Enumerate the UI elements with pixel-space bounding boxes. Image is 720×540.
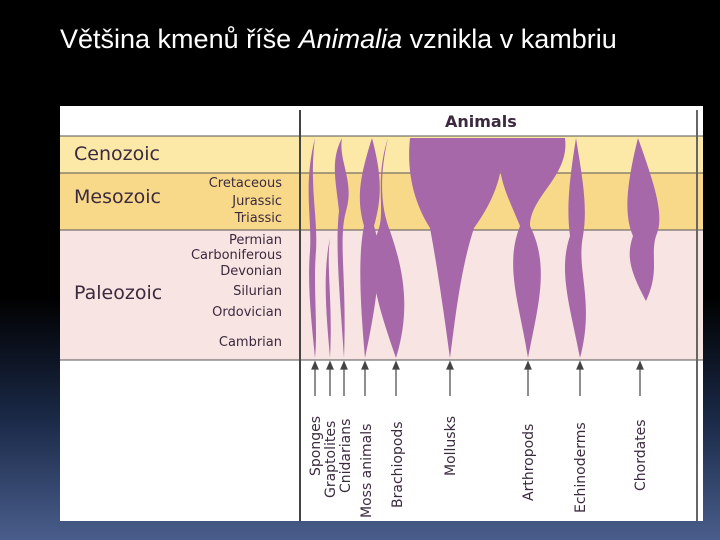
era-cenozoic: Cenozoic (74, 143, 160, 165)
title-prefix: Většina kmenů říše (60, 24, 299, 54)
period-permian: Permian (229, 233, 282, 248)
slide-title (60, 24, 700, 55)
taxon-graptolites: Graptolites (323, 420, 339, 498)
taxon-chordates: Chordates (633, 419, 649, 491)
taxon-moss-animals: Moss animals (359, 423, 375, 518)
period-triassic: Triassic (234, 211, 282, 226)
animals-heading: Animals (445, 112, 517, 131)
title-italic: Animalia (298, 24, 403, 54)
animal-phyla-diagram (60, 106, 703, 521)
period-jurassic: Jurassic (232, 194, 282, 209)
taxon-arthropods: Arthropods (521, 423, 537, 501)
taxon-echinoderms: Echinoderms (573, 422, 589, 513)
taxon-mollusks: Mollusks (443, 416, 459, 476)
taxon-cnidarians: Cnidarians (338, 418, 354, 493)
era-mesozoic: Mesozoic (74, 186, 161, 208)
taxon-sponges: Sponges (308, 415, 324, 476)
period-ordovician: Ordovician (212, 305, 282, 320)
period-cretaceous: Cretaceous (208, 176, 282, 191)
period-cambrian: Cambrian (218, 335, 282, 350)
taxon-brachiopods: Brachiopods (390, 421, 406, 508)
period-devonian: Devonian (220, 264, 282, 279)
taxon-arrows (312, 362, 643, 396)
title-suffix: vznikla v kambriu (402, 24, 617, 54)
period-carboniferous: Carboniferous (190, 248, 282, 263)
period-silurian: Silurian (233, 284, 282, 299)
era-paleozoic: Paleozoic (74, 282, 163, 304)
diagram-canvas (60, 106, 703, 521)
